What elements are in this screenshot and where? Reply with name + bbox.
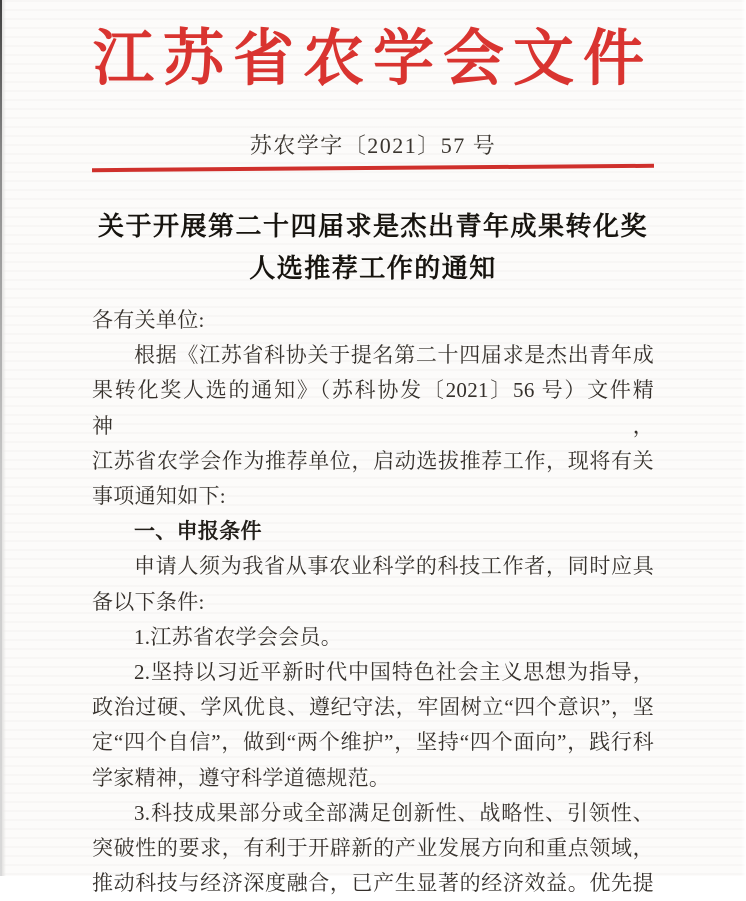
body-paragraph-heading — [92, 514, 654, 549]
body-line: 根据《江苏省科协关于提名第二十四届求是杰出青年成 — [134, 343, 654, 368]
body-line: 果转化奖人选的通知》（苏科协发〔2021〕56 号）文件精神， — [92, 378, 654, 438]
body-line: 各有关单位: — [92, 308, 205, 332]
body-line: 江苏省农学会作为推荐单位，启动选拔推荐工作，现将有关 — [92, 448, 654, 473]
body-line: 政治过硬、学风优良、遵纪守法，牢固树立“四个意识”，坚 — [92, 695, 654, 720]
body-paragraph-normal — [92, 549, 654, 619]
body-line: 一、申报条件 — [134, 519, 262, 544]
body-line: 2.坚持以习近平新时代中国特色社会主义思想为指导， — [134, 660, 654, 685]
body-paragraph-salutation — [92, 303, 654, 338]
document-title — [0, 206, 746, 290]
body-line: 定“四个自信”，做到“两个维护”，坚持“四个面向”，践行科 — [92, 730, 654, 755]
document-body — [92, 303, 654, 901]
document-title-line-2: 人选推荐工作的通知 — [249, 254, 497, 283]
body-line: 学家精神，遵守科学道德规范。 — [92, 765, 391, 790]
body-line: 3.科技成果部分或全部满足创新性、战略性、引领性、 — [134, 800, 654, 825]
body-paragraph-normal — [92, 796, 654, 901]
body-line: 备以下条件: — [92, 589, 205, 614]
body-paragraph-normal — [92, 655, 654, 796]
body-paragraph-normal — [92, 620, 654, 655]
document-number: 苏农学字〔2021〕57 号 — [249, 133, 497, 158]
document-title-line-1: 关于开展第二十四届求是杰出青年成果转化奖 — [97, 212, 648, 241]
letterhead-title: 江苏省农学会文件 — [92, 26, 653, 93]
body-line: 1.江苏省农学会会员。 — [134, 624, 343, 649]
body-line: 推动科技与经济深度融合，已产生显著的经济效益。优先提 — [92, 871, 654, 896]
red-divider-line — [92, 164, 654, 172]
body-line: 申请人须为我省从事农业科学的科技工作者，同时应具 — [134, 554, 654, 579]
body-paragraph-normal — [92, 338, 654, 514]
body-line: 事项通知如下: — [92, 484, 226, 509]
body-line: 突破性的要求，有利于开辟新的产业发展方向和重点领域， — [92, 836, 654, 861]
